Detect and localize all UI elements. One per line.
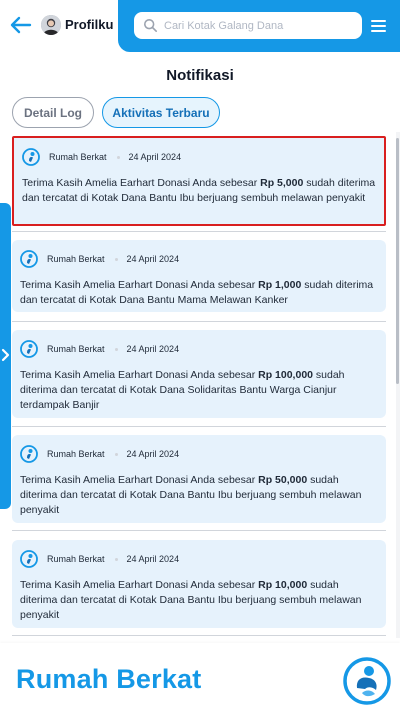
profile-link[interactable]: Profilku (65, 17, 114, 32)
page-title: Notifikasi (166, 67, 234, 84)
org-logo-icon (20, 445, 38, 463)
hamburger-menu-icon[interactable] (371, 17, 389, 33)
tab-aktivitas-terbaru[interactable]: Aktivitas Terbaru (102, 97, 220, 128)
chevron-right-icon (1, 348, 10, 362)
org-name: Rumah Berkat (47, 344, 105, 354)
brand-logo-icon[interactable] (342, 656, 392, 706)
separator-dot (117, 156, 120, 159)
search-input[interactable] (164, 12, 356, 39)
notification-date: 24 April 2024 (128, 152, 182, 162)
divider (12, 231, 386, 232)
notification-card[interactable] (12, 330, 386, 418)
notification-message: Terima Kasih Amelia Earhart Donasi Anda sebesar Rp 100,000 sudah diterima dan tercatat di Kotak Dana Solidaritas Bantu Warga Cianjur terdampak Banjir (20, 369, 345, 411)
org-logo-icon (20, 550, 38, 568)
notification-message: Terima Kasih Amelia Earhart Donasi Anda sebesar Rp 50,000 sudah diterima dan tercatat di Kotak Dana Bantu Ibu berjuang sembuh melawan penyakit (20, 474, 362, 516)
separator-dot (115, 558, 118, 561)
notification-date: 24 April 2024 (126, 554, 180, 564)
notification-message: Terima Kasih Amelia Earhart Donasi Anda sebesar Rp 5,000 sudah diterima dan tercatat di Kotak Dana Bantu Ibu berjuang sembuh melawan penyakit (22, 177, 376, 204)
separator-dot (115, 258, 118, 261)
notification-message: Terima Kasih Amelia Earhart Donasi Anda sebesar Rp 10,000 sudah diterima dan tercatat di Kotak Dana Bantu Ibu berjuang sembuh melawan penyakit (20, 579, 362, 621)
org-logo-icon (20, 250, 38, 268)
notification-date: 24 April 2024 (126, 254, 180, 264)
search-bar-panel (118, 0, 400, 52)
org-logo-icon (22, 148, 40, 166)
divider (12, 426, 386, 427)
donation-amount: Rp 1,000 (258, 279, 302, 291)
app-header (0, 0, 400, 52)
notification-card[interactable] (12, 240, 386, 312)
notification-card[interactable] (12, 540, 386, 628)
footer (0, 643, 400, 713)
notification-date: 24 April 2024 (126, 449, 180, 459)
divider (12, 635, 386, 636)
search-box[interactable] (134, 12, 362, 39)
separator-dot (115, 348, 118, 351)
donation-amount: Rp 50,000 (258, 474, 308, 486)
notification-card[interactable] (12, 136, 386, 226)
donation-amount: Rp 100,000 (258, 369, 313, 381)
notification-card[interactable] (12, 435, 386, 523)
notification-list[interactable] (0, 132, 400, 638)
avatar[interactable] (41, 15, 61, 35)
notification-date: 24 April 2024 (126, 344, 180, 354)
divider (12, 321, 386, 322)
tab-detail-log[interactable]: Detail Log (12, 97, 94, 128)
brand-logo-text: Rumah Berkat (16, 664, 202, 694)
side-drawer-handle[interactable] (0, 203, 11, 509)
org-logo-icon (20, 340, 38, 358)
notification-message: Terima Kasih Amelia Earhart Donasi Anda sebesar Rp 1,000 sudah diterima dan tercatat di Kotak Dana Bantu Mama Melawan Kanker (20, 279, 374, 306)
donation-amount: Rp 5,000 (260, 177, 304, 189)
donation-amount: Rp 10,000 (258, 579, 308, 591)
separator-dot (115, 453, 118, 456)
scrollbar-thumb[interactable] (396, 138, 399, 384)
org-name: Rumah Berkat (47, 254, 105, 264)
org-name: Rumah Berkat (47, 554, 105, 564)
org-name: Rumah Berkat (49, 152, 107, 162)
divider (12, 530, 386, 531)
org-name: Rumah Berkat (47, 449, 105, 459)
arrow-left-icon[interactable] (8, 12, 34, 38)
search-icon (143, 18, 158, 33)
